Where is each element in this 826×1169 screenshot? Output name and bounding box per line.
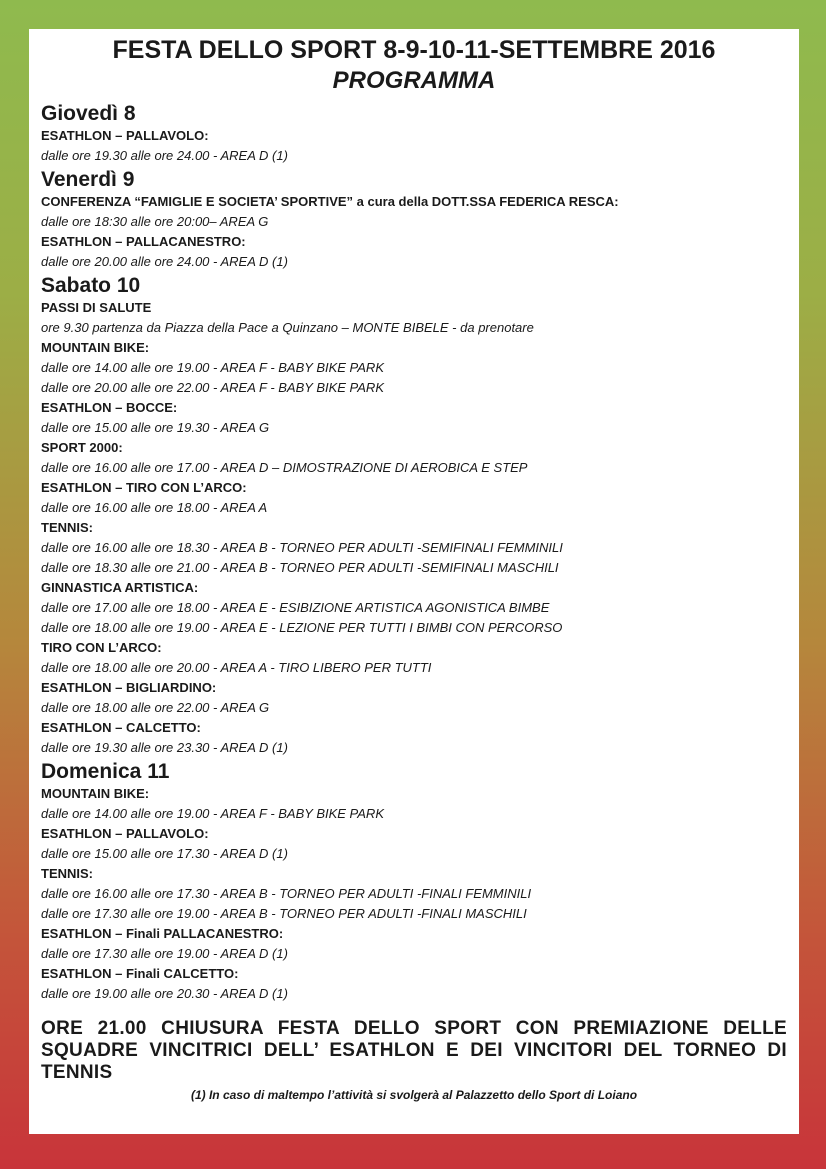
event-title: ESATHLON – PALLAVOLO: — [41, 826, 209, 841]
day-section — [41, 274, 787, 758]
event-item — [41, 638, 787, 678]
event-item — [41, 924, 787, 964]
event-title: ESATHLON – BOCCE: — [41, 400, 178, 415]
event-title: TIRO CON L’ARCO: — [41, 640, 162, 655]
event-time: dalle ore 16.00 alle ore 18.00 - AREA A — [41, 500, 268, 515]
event-item — [41, 192, 787, 232]
event-time: dalle ore 19.30 alle ore 23.30 - AREA D (1) — [41, 740, 288, 755]
event-time: dalle ore 19.00 alle ore 20.30 - AREA D (1) — [41, 986, 288, 1001]
event-item — [41, 964, 787, 1004]
event-item — [41, 824, 787, 864]
event-item — [41, 338, 787, 398]
day-section — [41, 102, 787, 166]
day-heading: Sabato 10 — [41, 274, 141, 297]
event-time: dalle ore 20.00 alle ore 22.00 - AREA F - BABY BIKE PARK — [41, 380, 384, 395]
day-section — [41, 760, 787, 1004]
closing-announcement: ORE 21.00 CHIUSURA FESTA DELLO SPORT CON PREMIAZIONE DELLE SQUADRE VINCITRICI DELL’ ESATHLON E DEI VINCITORI DEL TORNEO DI TENNIS — [41, 1018, 787, 1083]
event-time: dalle ore 18:30 alle ore 20:00– AREA G — [41, 214, 269, 229]
event-title: CONFERENZA “FAMIGLIE E SOCIETA’ SPORTIVE” a cura della DOTT.SSA FEDERICA RESCA: — [41, 194, 619, 209]
event-title: GINNASTICA ARTISTICA: — [41, 580, 199, 595]
event-title: ESATHLON – CALCETTO: — [41, 720, 201, 735]
event-title: ESATHLON – PALLACANESTRO: — [41, 234, 246, 249]
event-time: dalle ore 14.00 alle ore 19.00 - AREA F - BABY BIKE PARK — [41, 360, 384, 375]
day-heading: Giovedì 8 — [41, 102, 136, 125]
day-list — [41, 102, 787, 1004]
event-item — [41, 438, 787, 478]
event-item — [41, 298, 787, 338]
page-subtitle: PROGRAMMA — [332, 67, 496, 94]
day-section — [41, 168, 787, 272]
event-item — [41, 578, 787, 638]
event-time: dalle ore 16.00 alle ore 18.30 - AREA B - TORNEO PER ADULTI -SEMIFINALI FEMMINILI — [41, 540, 563, 555]
event-item — [41, 718, 787, 758]
event-time: dalle ore 20.00 alle ore 24.00 - AREA D (1) — [41, 254, 288, 269]
weather-note: (1) In caso di maltempo l’attività si svolgerà al Palazzetto dello Sport di Loiano — [190, 1088, 638, 1102]
event-time: dalle ore 18.00 alle ore 22.00 - AREA G — [41, 700, 270, 715]
event-time: dalle ore 16.00 alle ore 17.00 - AREA D – DIMOSTRAZIONE DI AEROBICA E STEP — [41, 460, 528, 475]
event-item — [41, 232, 787, 272]
event-time: dalle ore 15.00 alle ore 17.30 - AREA D (1) — [41, 846, 288, 861]
event-time: dalle ore 14.00 alle ore 19.00 - AREA F - BABY BIKE PARK — [41, 806, 384, 821]
event-title: ESATHLON – TIRO CON L’ARCO: — [41, 480, 247, 495]
event-title: ESATHLON – BIGLIARDINO: — [41, 680, 217, 695]
event-time: ore 9.30 partenza da Piazza della Pace a Quinzano – MONTE BIBELE - da prenotare — [41, 320, 534, 335]
event-title: TENNIS: — [41, 520, 93, 535]
day-heading: Domenica 11 — [41, 760, 170, 783]
event-item — [41, 518, 787, 578]
page-title: FESTA DELLO SPORT 8-9-10-11-SETTEMBRE 2016 — [112, 36, 716, 64]
event-item — [41, 126, 787, 166]
event-time: dalle ore 19.30 alle ore 24.00 - AREA D (1) — [41, 148, 288, 163]
event-item — [41, 784, 787, 824]
event-time: dalle ore 15.00 alle ore 19.30 - AREA G — [41, 420, 270, 435]
event-time: dalle ore 16.00 alle ore 17.30 - AREA B - TORNEO PER ADULTI -FINALI FEMMINILI — [41, 886, 532, 901]
event-time: dalle ore 18.00 alle ore 19.00 - AREA E - LEZIONE PER TUTTI I BIMBI CON PERCORSO — [41, 620, 563, 635]
event-title: MOUNTAIN BIKE: — [41, 340, 150, 355]
day-heading: Venerdì 9 — [41, 168, 135, 191]
event-item — [41, 478, 787, 518]
programme-sheet — [29, 29, 799, 1134]
event-title: ESATHLON – PALLAVOLO: — [41, 128, 209, 143]
event-title: SPORT 2000: — [41, 440, 123, 455]
event-item — [41, 678, 787, 718]
event-title: ESATHLON – Finali PALLACANESTRO: — [41, 926, 284, 941]
event-item — [41, 398, 787, 438]
event-item — [41, 864, 787, 924]
event-time: dalle ore 17.30 alle ore 19.00 - AREA B - TORNEO PER ADULTI -FINALI MASCHILI — [41, 906, 527, 921]
event-time: dalle ore 18.30 alle ore 21.00 - AREA B - TORNEO PER ADULTI -SEMIFINALI MASCHILI — [41, 560, 559, 575]
event-title: ESATHLON – Finali CALCETTO: — [41, 966, 239, 981]
event-title: TENNIS: — [41, 866, 93, 881]
event-title: MOUNTAIN BIKE: — [41, 786, 150, 801]
event-time: dalle ore 17.30 alle ore 19.00 - AREA D (1) — [41, 946, 288, 961]
event-time: dalle ore 17.00 alle ore 18.00 - AREA E - ESIBIZIONE ARTISTICA AGONISTICA BIMBE — [41, 600, 550, 615]
event-time: dalle ore 18.00 alle ore 20.00 - AREA A - TIRO LIBERO PER TUTTI — [41, 660, 432, 675]
event-title: PASSI DI SALUTE — [41, 300, 152, 315]
